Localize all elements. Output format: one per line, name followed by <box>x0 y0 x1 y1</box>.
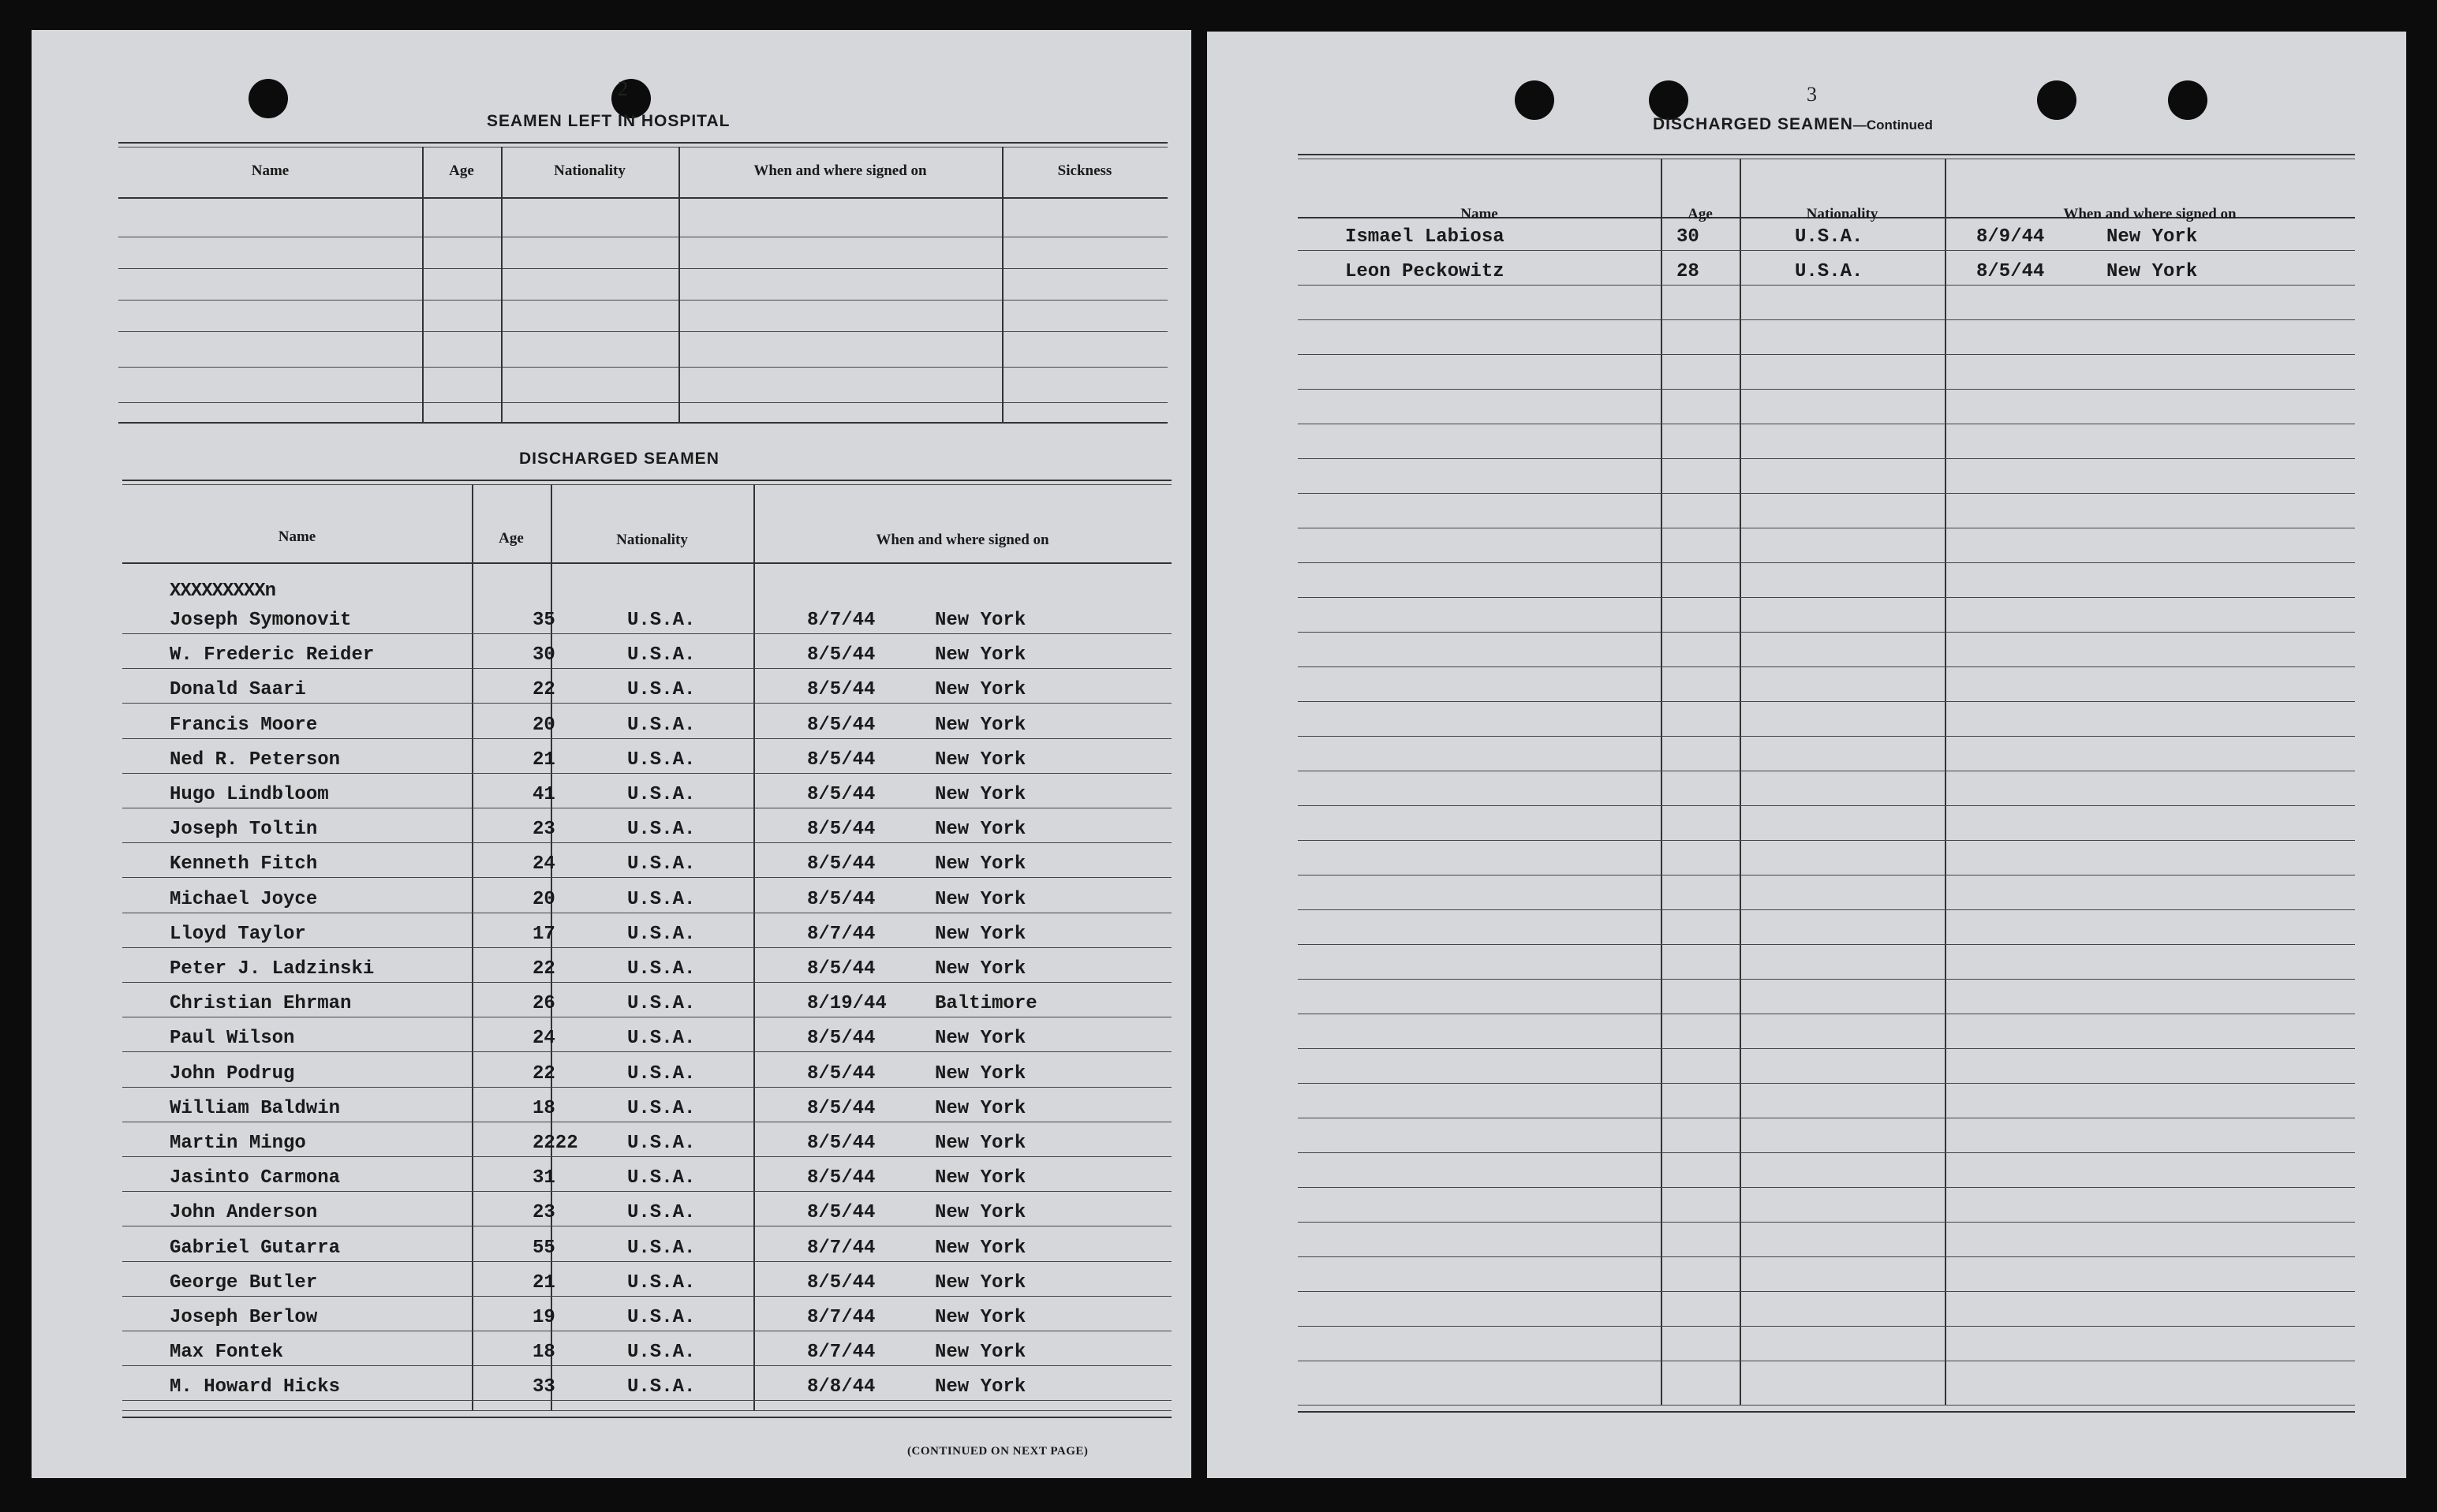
row-rule <box>122 1365 1172 1366</box>
cell-date: 8/5/44 <box>807 1062 876 1085</box>
cell-place: New York <box>935 819 1026 841</box>
row-rule <box>1298 562 2355 563</box>
cell-nationality: U.S.A. <box>627 1167 696 1189</box>
row-rule <box>1298 805 2355 806</box>
cell-name: John Podrug <box>170 1062 295 1085</box>
column-header-nationality: Nationality <box>554 162 626 179</box>
row-rule <box>1298 666 2355 667</box>
punch-hole <box>2168 80 2207 120</box>
cell-nationality: U.S.A. <box>627 1237 696 1259</box>
row-rule <box>122 738 1172 739</box>
cell-name: Gabriel Gutarra <box>170 1237 341 1259</box>
cell-age: 24 <box>533 853 555 875</box>
cell-name: Kenneth Fitch <box>170 853 318 875</box>
row-rule <box>1298 319 2355 320</box>
cell-nationality: U.S.A. <box>627 1133 696 1154</box>
row-rule <box>122 1087 1172 1088</box>
cell-place: New York <box>935 714 1026 736</box>
row-rule <box>1298 1222 2355 1223</box>
cell-age: 55 <box>533 1237 555 1259</box>
cell-place: New York <box>935 1062 1026 1085</box>
cell-date: 8/5/44 <box>807 958 876 980</box>
cell-place: New York <box>935 1307 1026 1328</box>
cell-name: Donald Saari <box>170 679 306 701</box>
cell-place: New York <box>935 644 1026 666</box>
row-rule <box>122 1296 1172 1297</box>
cell-nationality: U.S.A. <box>627 888 696 910</box>
right-page <box>1207 32 2406 1478</box>
cell-nationality: U.S.A. <box>627 679 696 701</box>
row-rule <box>122 877 1172 878</box>
column-header-name: Name <box>251 162 290 179</box>
section-title-main: DISCHARGED SEAMEN <box>1653 115 1853 133</box>
cell-date: 8/5/44 <box>807 888 876 910</box>
cell-place: New York <box>935 1237 1026 1259</box>
cell-nationality: U.S.A. <box>627 610 696 631</box>
cell-age: 21 <box>533 749 555 771</box>
row-rule <box>1298 1083 2355 1084</box>
cell-nationality: U.S.A. <box>627 853 696 875</box>
cell-date: 8/5/44 <box>1976 261 2045 282</box>
cell-nationality: U.S.A. <box>627 1342 696 1364</box>
cell-date: 8/5/44 <box>807 749 876 771</box>
cell-date: 8/7/44 <box>807 1237 876 1259</box>
hospital-section-title: SEAMEN LEFT IN HOSPITAL <box>487 112 731 130</box>
row-rule <box>1298 1048 2355 1049</box>
cell-age: 20 <box>533 714 555 736</box>
cell-place: New York <box>935 749 1026 771</box>
row-rule <box>1298 1152 2355 1153</box>
cell-date: 8/5/44 <box>807 1271 876 1294</box>
cell-nationality: U.S.A. <box>627 993 696 1015</box>
column-header-age: Age <box>499 530 524 547</box>
row-rule <box>122 703 1172 704</box>
cell-date: 8/7/44 <box>807 923 876 945</box>
column-header-signed-on: When and where signed on <box>876 532 1049 548</box>
cell-place: New York <box>935 679 1026 701</box>
cell-nationality: U.S.A. <box>627 1062 696 1085</box>
cell-nationality: U.S.A. <box>627 784 696 805</box>
cell-date: 8/5/44 <box>807 1097 876 1119</box>
column-header-sickness: Sickness <box>1057 162 1112 179</box>
row-rule <box>1298 1291 2355 1292</box>
column-header-name: Name <box>1460 206 1498 222</box>
cell-age: 17 <box>533 923 555 945</box>
cell-name: Joseph Berlow <box>170 1307 318 1328</box>
cell-name: Peter J. Ladzinski <box>170 958 375 980</box>
discharged-section-title: DISCHARGED SEAMEN <box>519 450 720 468</box>
row-rule <box>122 842 1172 843</box>
cell-place: New York <box>935 1097 1026 1119</box>
column-header-age: Age <box>449 162 474 179</box>
cell-date: 8/5/44 <box>807 1028 876 1050</box>
cell-age: 28 <box>1676 261 1699 282</box>
punch-hole <box>1649 80 1688 120</box>
punch-hole <box>1515 80 1554 120</box>
cell-place: New York <box>935 958 1026 980</box>
cell-name: Paul Wilson <box>170 1028 295 1050</box>
struck-entry: XXXXXXXXXn <box>170 581 276 602</box>
cell-date: 8/8/44 <box>807 1376 876 1398</box>
cell-age: 18 <box>533 1342 555 1364</box>
cell-age: 23 <box>533 1202 555 1224</box>
cell-nationality: U.S.A. <box>627 1097 696 1119</box>
row-rule <box>1298 458 2355 459</box>
cell-age: 41 <box>533 784 555 805</box>
cell-place: New York <box>935 1028 1026 1050</box>
cell-age: 33 <box>533 1376 555 1398</box>
row-rule <box>1298 840 2355 841</box>
column-header-age: Age <box>1688 206 1713 222</box>
cell-date: 8/7/44 <box>807 610 876 631</box>
cell-place: New York <box>935 1271 1026 1294</box>
cell-date: 8/5/44 <box>807 679 876 701</box>
row-rule <box>122 1400 1172 1401</box>
row-rule <box>122 1051 1172 1052</box>
discharged-continued-table <box>1298 154 2355 1447</box>
cell-age: 22 <box>533 1062 555 1085</box>
cell-date: 8/5/44 <box>807 819 876 841</box>
discharged-table <box>122 480 1172 1450</box>
cell-nationality: U.S.A. <box>627 1307 696 1328</box>
cell-date: 8/5/44 <box>807 1133 876 1154</box>
cell-place: New York <box>2106 226 2198 248</box>
row-rule <box>1298 285 2355 286</box>
cell-date: 8/5/44 <box>807 1202 876 1224</box>
cell-name: W. Frederic Reider <box>170 644 375 666</box>
row-rule <box>1298 632 2355 633</box>
cell-age: 23 <box>533 819 555 841</box>
page-number: 2 <box>618 77 628 100</box>
cell-nationality: U.S.A. <box>1795 226 1863 248</box>
row-rule <box>122 1191 1172 1192</box>
cell-age: 21 <box>533 1271 555 1294</box>
cell-date: 8/7/44 <box>807 1342 876 1364</box>
cell-name: Ismael Labiosa <box>1345 226 1504 248</box>
cell-date: 8/5/44 <box>807 644 876 666</box>
cell-name: Hugo Lindbloom <box>170 784 329 805</box>
left-page <box>32 30 1191 1478</box>
cell-nationality: U.S.A. <box>627 1376 696 1398</box>
cell-name: Joseph Symonovit <box>170 610 352 631</box>
cell-age: 26 <box>533 993 555 1015</box>
cell-date: 8/5/44 <box>807 1167 876 1189</box>
cell-nationality: U.S.A. <box>627 749 696 771</box>
cell-name: John Anderson <box>170 1202 318 1224</box>
row-rule <box>1298 736 2355 737</box>
cell-place: New York <box>935 923 1026 945</box>
cell-place: New York <box>935 1342 1026 1364</box>
page-number: 3 <box>1807 83 1817 106</box>
cell-name: Lloyd Taylor <box>170 923 306 945</box>
cell-date: 8/19/44 <box>807 993 887 1015</box>
row-rule <box>1298 250 2355 251</box>
cell-date: 8/5/44 <box>807 714 876 736</box>
cell-age: 30 <box>1676 226 1699 248</box>
row-rule <box>1298 354 2355 355</box>
row-rule <box>1298 1326 2355 1327</box>
row-rule <box>122 773 1172 774</box>
cell-name: Francis Moore <box>170 714 318 736</box>
cell-date: 8/9/44 <box>1976 226 2045 248</box>
cell-name: William Baldwin <box>170 1097 341 1119</box>
row-rule <box>122 1261 1172 1262</box>
row-rule <box>1298 909 2355 910</box>
cell-nationality: U.S.A. <box>627 1028 696 1050</box>
cell-date: 8/5/44 <box>807 853 876 875</box>
continued-section-title <box>1653 115 1933 134</box>
cell-date: 8/7/44 <box>807 1307 876 1328</box>
column-header-nationality: Nationality <box>616 532 688 548</box>
row-rule <box>1298 597 2355 598</box>
punch-hole <box>2037 80 2076 120</box>
cell-place: New York <box>935 853 1026 875</box>
cell-place: New York <box>935 1133 1026 1154</box>
row-rule <box>122 947 1172 948</box>
cell-nationality: U.S.A. <box>627 923 696 945</box>
cell-age: 19 <box>533 1307 555 1328</box>
cell-name: Jasinto Carmona <box>170 1167 341 1189</box>
cell-name: George Butler <box>170 1271 318 1294</box>
cell-place: New York <box>935 1376 1026 1398</box>
cell-place: New York <box>935 1202 1026 1224</box>
cell-age: 35 <box>533 610 555 631</box>
cell-place: New York <box>935 610 1026 631</box>
cell-place: New York <box>2106 261 2198 282</box>
column-header-signed-on: When and where signed on <box>753 162 927 179</box>
cell-name: M. Howard Hicks <box>170 1376 341 1398</box>
cell-age: 20 <box>533 888 555 910</box>
cell-date: 8/5/44 <box>807 784 876 805</box>
cell-name: Christian Ehrman <box>170 993 352 1015</box>
punch-hole <box>249 79 288 118</box>
row-rule <box>122 668 1172 669</box>
cell-name: Max Fontek <box>170 1342 284 1364</box>
continued-footer: (CONTINUED ON NEXT PAGE) <box>907 1445 1089 1458</box>
cell-age: 24 <box>533 1028 555 1050</box>
cell-age: 18 <box>533 1097 555 1119</box>
cell-name: Joseph Toltin <box>170 819 318 841</box>
row-rule <box>1298 701 2355 702</box>
cell-nationality: U.S.A. <box>627 1202 696 1224</box>
cell-nationality: U.S.A. <box>627 1271 696 1294</box>
cell-age: 31 <box>533 1167 555 1189</box>
row-rule <box>122 633 1172 634</box>
column-header-signed-on: When and where signed on <box>2063 206 2237 222</box>
row-rule <box>122 982 1172 983</box>
cell-nationality: U.S.A. <box>627 958 696 980</box>
column-header-nationality: Nationality <box>1806 206 1878 222</box>
row-rule <box>122 1156 1172 1157</box>
hospital-table <box>118 142 1168 457</box>
cell-place: Baltimore <box>935 993 1037 1015</box>
cell-place: New York <box>935 784 1026 805</box>
cell-age: 2222 <box>533 1133 578 1154</box>
cell-name: Michael Joyce <box>170 888 318 910</box>
row-rule <box>1298 1256 2355 1257</box>
cell-place: New York <box>935 888 1026 910</box>
cell-nationality: U.S.A. <box>1795 261 1863 282</box>
row-rule <box>1298 1187 2355 1188</box>
row-rule <box>1298 979 2355 980</box>
row-rule <box>1298 493 2355 494</box>
cell-nationality: U.S.A. <box>627 644 696 666</box>
cell-age: 22 <box>533 958 555 980</box>
cell-name: Leon Peckowitz <box>1345 261 1504 282</box>
cell-age: 22 <box>533 679 555 701</box>
row-rule <box>1298 944 2355 945</box>
cell-name: Martin Mingo <box>170 1133 306 1154</box>
cell-place: New York <box>935 1167 1026 1189</box>
cell-nationality: U.S.A. <box>627 819 696 841</box>
cell-nationality: U.S.A. <box>627 714 696 736</box>
column-header-name: Name <box>278 528 316 545</box>
cell-age: 30 <box>533 644 555 666</box>
row-rule <box>1298 389 2355 390</box>
cell-name: Ned R. Peterson <box>170 749 341 771</box>
section-title-suffix: —Continued <box>1852 118 1933 133</box>
